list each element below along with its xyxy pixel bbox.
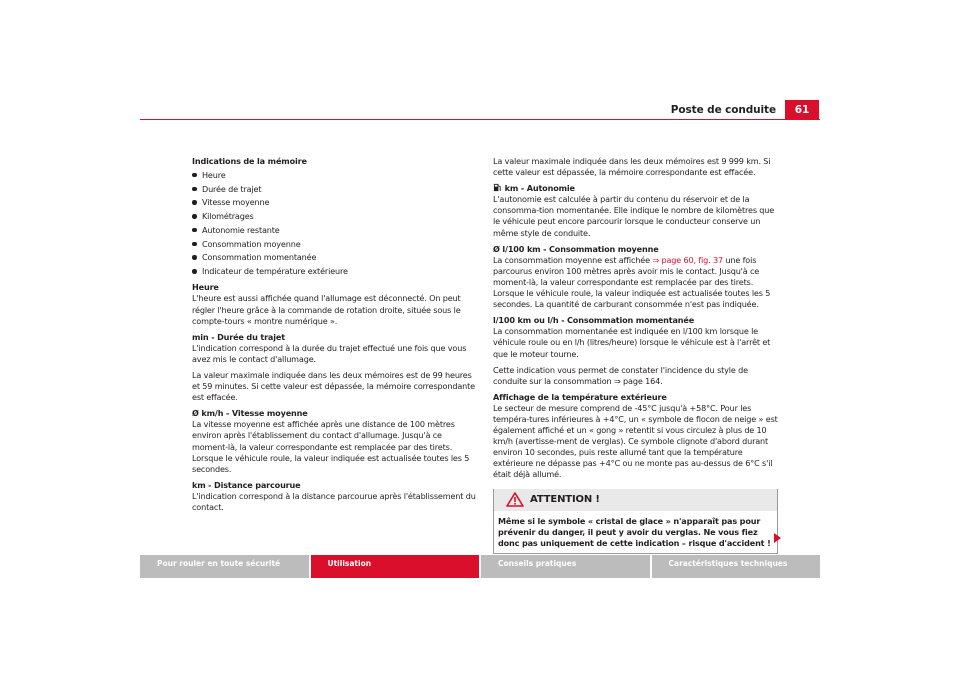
list-item: Consommation moyenne: [192, 239, 477, 250]
temperature-text: Le secteur de mesure comprend de -45°C jusqu'à +58°C. Pour les tempéra-tures inférieures à +4°C, un « symbole de flocon de neige » est également affiché et un « gong » retentit si vous circulez à plus de 10 km/h (avertisse-ment de verglas). Ce symbole clignote d'abord durant environ 10 secondes, puis reste allumé tant que la température extérieure ne dépasse pas +4°C ou ne monte pas au-dessus de 6°C s'il était déjà allumé.: [493, 402, 778, 480]
list-item: Kilométrages: [192, 211, 477, 222]
conso-moyenne-text-a: La consommation moyenne est affichée: [493, 254, 653, 265]
attention-header: [494, 489, 777, 511]
tab-utilisation[interactable]: Utilisation: [309, 555, 480, 578]
conso-moyenne-text: [493, 255, 778, 310]
duree-text-2: La valeur maximale indiquée dans les deux mémoires est de 99 heures et 59 minutes. Si cette valeur est dépassée, la mémoire correspondante est effacée.: [192, 370, 475, 403]
xref-arrow[interactable]: ⇒: [652, 254, 660, 265]
duree-heading: min - Durée du trajet: [192, 331, 285, 342]
vitesse-heading: Ø km/h - Vitesse moyenne: [192, 408, 308, 419]
section-tabs: [140, 555, 820, 578]
vitesse-text: La vitesse moyenne est affichée après une distance de 100 mètres environ après l'établissement du contact d'allumage. Jusqu'à ce moment-là, la valeur correspondante est remplacée par des tirets. Lorsque le véhicule roule, la valeur indiquée est actualisée toutes les 5 secondes.: [192, 419, 470, 474]
attention-title: ATTENTION !: [530, 493, 600, 505]
attention-box: [493, 489, 778, 554]
list-item: Durée de trajet: [192, 184, 477, 195]
duree-text-1: L'indication correspond à la durée du trajet effectué une fois que vous avez mis le contact d'allumage.: [192, 342, 467, 364]
style-text-a: Cette indication vous permet de constater l'incidence du style de conduite sur la consommation: [493, 364, 748, 386]
tab-conseils-pratiques[interactable]: Conseils pratiques: [479, 555, 650, 578]
list-item: Heure: [192, 170, 477, 181]
memory-heading: Indications de la mémoire: [192, 156, 307, 166]
distance-heading: km - Distance parcourue: [192, 479, 301, 490]
right-column: [493, 156, 778, 554]
next-page-arrow-icon[interactable]: [774, 533, 781, 543]
page-number: 61: [785, 100, 819, 120]
left-column: [192, 156, 477, 513]
temperature-heading: Affichage de la température extérieure: [493, 391, 667, 402]
autonomie-text: L'autonomie est calculée à partir du contenu du réservoir et de la consomma-tion momentanée. Elle indique le nombre de kilomètres que le véhicule peut encore parcourir lorsque le conducteur conserve un même style de conduite.: [493, 194, 775, 238]
memory-list: [192, 170, 477, 278]
list-item: Autonomie restante: [192, 225, 477, 236]
heure-heading: Heure: [192, 282, 219, 293]
tab-caracteristiques-techniques[interactable]: Caractéristiques techniques: [650, 555, 821, 578]
list-item: Consommation momentanée: [192, 252, 477, 263]
conso-moyenne-text-b: une fois parcourus environ 100 mètres après avoir mis le contact. Jusqu'à ce moment-là, la valeur correspondante est remplacée par des tirets. Lorsque le véhicule roule, la valeur indiquée est actualisée toutes les 5 secondes. La quantité de carburant consommée n'est pas indiquée.: [493, 254, 771, 310]
distance-text: L'indication correspond à la distance parcourue après l'établissement du contact.: [192, 490, 476, 513]
max-distance-text: La valeur maximale indiquée dans les deux mémoires est 9 999 km. Si cette valeur est dépassée, la mémoire correspondante est effacée.: [493, 156, 771, 178]
list-item: Vitesse moyenne: [192, 197, 477, 208]
attention-text: Même si le symbole « cristal de glace » n'apparaît pas pour prévenir du danger, il peut y avoir du verglas. Ne vous fiez donc pas uniquement de cette indication – risque d'accident !: [498, 515, 771, 548]
heure-text: L'heure est aussi affichée quand l'allumage est déconnecté. On peut régler l'heure grâce à la commande de rotation droite, située sous le compte-tours « montre numérique ».: [192, 293, 461, 326]
conso-moyenne-heading: Ø l/100 km - Consommation moyenne: [493, 243, 659, 254]
conso-momentanee-heading: l/100 km ou l/h - Consommation momentanée: [493, 315, 695, 326]
tab-securite[interactable]: Pour rouler en toute sécurité: [157, 559, 281, 568]
conso-momentanee-text: La consommation momentanée est indiquée en l/100 km lorsque le véhicule roule ou en l/h (litres/heure) lorsque le véhicule est à l'arrêt et que le moteur tourne.: [493, 326, 771, 359]
list-item: Indicateur de température extérieure: [192, 266, 477, 277]
page-title: Poste de conduite: [670, 104, 776, 116]
page-reference-link[interactable]: page 60, fig. 37: [659, 254, 723, 265]
style-text-b: page 164.: [620, 375, 663, 386]
warning-triangle-icon: [506, 492, 524, 507]
fuel-pump-icon: [493, 183, 502, 192]
autonomie-heading: [493, 183, 778, 194]
autonomie-heading-label: km - Autonomie: [502, 183, 575, 194]
style-conduite-text: [493, 365, 778, 387]
xref-arrow[interactable]: ⇒: [613, 375, 621, 386]
header-divider: [140, 119, 820, 120]
